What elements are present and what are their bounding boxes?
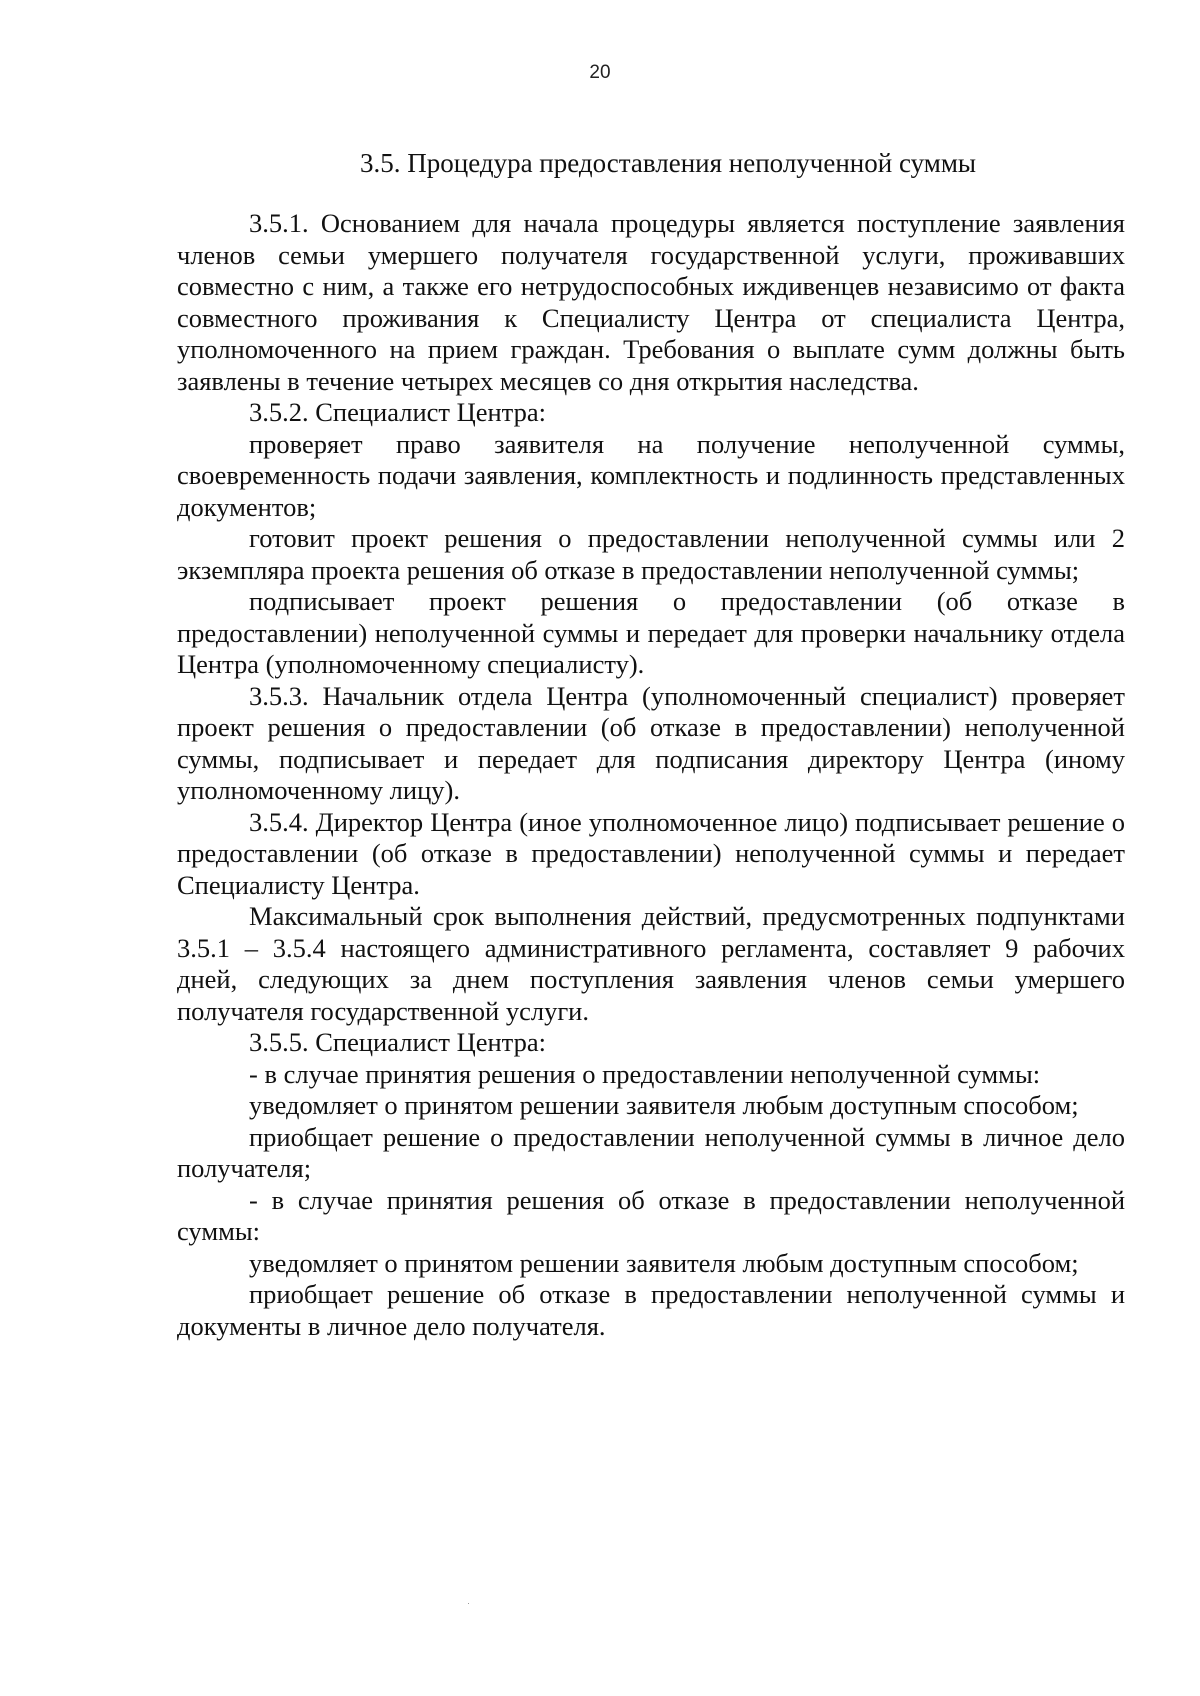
paragraph-case-grant: - в случае принятия решения о предоставлении неполученной суммы: — [249, 1058, 1041, 1089]
paragraph-case-refuse: - в случае принятия решения об отказе в предоставлении неполученной суммы: — [177, 1184, 1125, 1246]
paragraph-3-5-5: 3.5.5. Специалист Центра: — [249, 1027, 546, 1057]
paragraph-prepare-draft: готовит проект решения о предоставлении неполученной суммы или 2 экземпляра проекта решения об отказе в предоставлении неполученной суммы; — [177, 523, 1125, 585]
paragraph-max-term: Максимальный срок выполнения действий, предусмотренных подпунктами 3.5.1 – 3.5.4 настоящего административного регламента, составляет 9 рабочих дней, следующих за днем поступления заявления членов семьи умершего получателя государственной услуги. — [177, 901, 1125, 1026]
paragraph-notify-refuse: уведомляет о принятом решении заявителя любым доступным способом; — [249, 1247, 1079, 1278]
paragraph-notify-grant: уведомляет о принятом решении заявителя любым доступным способом; — [249, 1090, 1079, 1120]
paragraph-attach-grant: приобщает решение о предоставлении неполученной суммы в личное дело получателя; — [177, 1121, 1125, 1183]
paragraph-3-5-2: 3.5.2. Специалист Центра: — [249, 397, 546, 427]
paragraph-3-5-1: 3.5.1. Основанием для начала процедуры является поступление заявления членов семьи умершего получателя государственной услуги, проживавших совместно с ним, а также его нетрудоспособных иждивенцев независимо от факта совместного проживания к Специалисту Центра от специалиста Центра, уполномоченного на прием граждан. Требования о выплате сумм должны быть заявлены в течение четырех месяцев со дня открытия наследства. — [177, 208, 1125, 396]
paragraph-check-right: проверяет право заявителя на получение неполученной суммы, своевременность подачи заявления, комплектность и подлинность представленных документов; — [177, 428, 1125, 522]
paragraph-3-5-4: 3.5.4. Директор Центра (иное уполномоченное лицо) подписывает решение о предоставлении (об отказе в предоставлении) неполученной суммы и передает Специалисту Центра. — [177, 806, 1125, 900]
body-text — [177, 208, 1125, 1342]
section-heading: 3.5. Процедура предоставления неполученной суммы — [360, 148, 977, 178]
page-number: 20 — [589, 62, 611, 83]
paragraph-attach-refuse: приобщает решение об отказе в предоставлении неполученной суммы и документы в личное дело получателя. — [177, 1279, 1125, 1341]
scan-speck — [468, 1603, 469, 1604]
paragraph-sign-draft: подписывает проект решения о предоставлении (об отказе в предоставлении) неполученной суммы и передает для проверки начальнику отдела Центра (уполномоченному специалисту). — [177, 586, 1125, 679]
paragraph-3-5-3: 3.5.3. Начальник отдела Центра (уполномоченный специалист) проверяет проект решения о предоставлении (об отказе в предоставлении) неполученной суммы, подписывает и передает для подписания директору Центра (иному уполномоченному лицу). — [177, 680, 1125, 805]
